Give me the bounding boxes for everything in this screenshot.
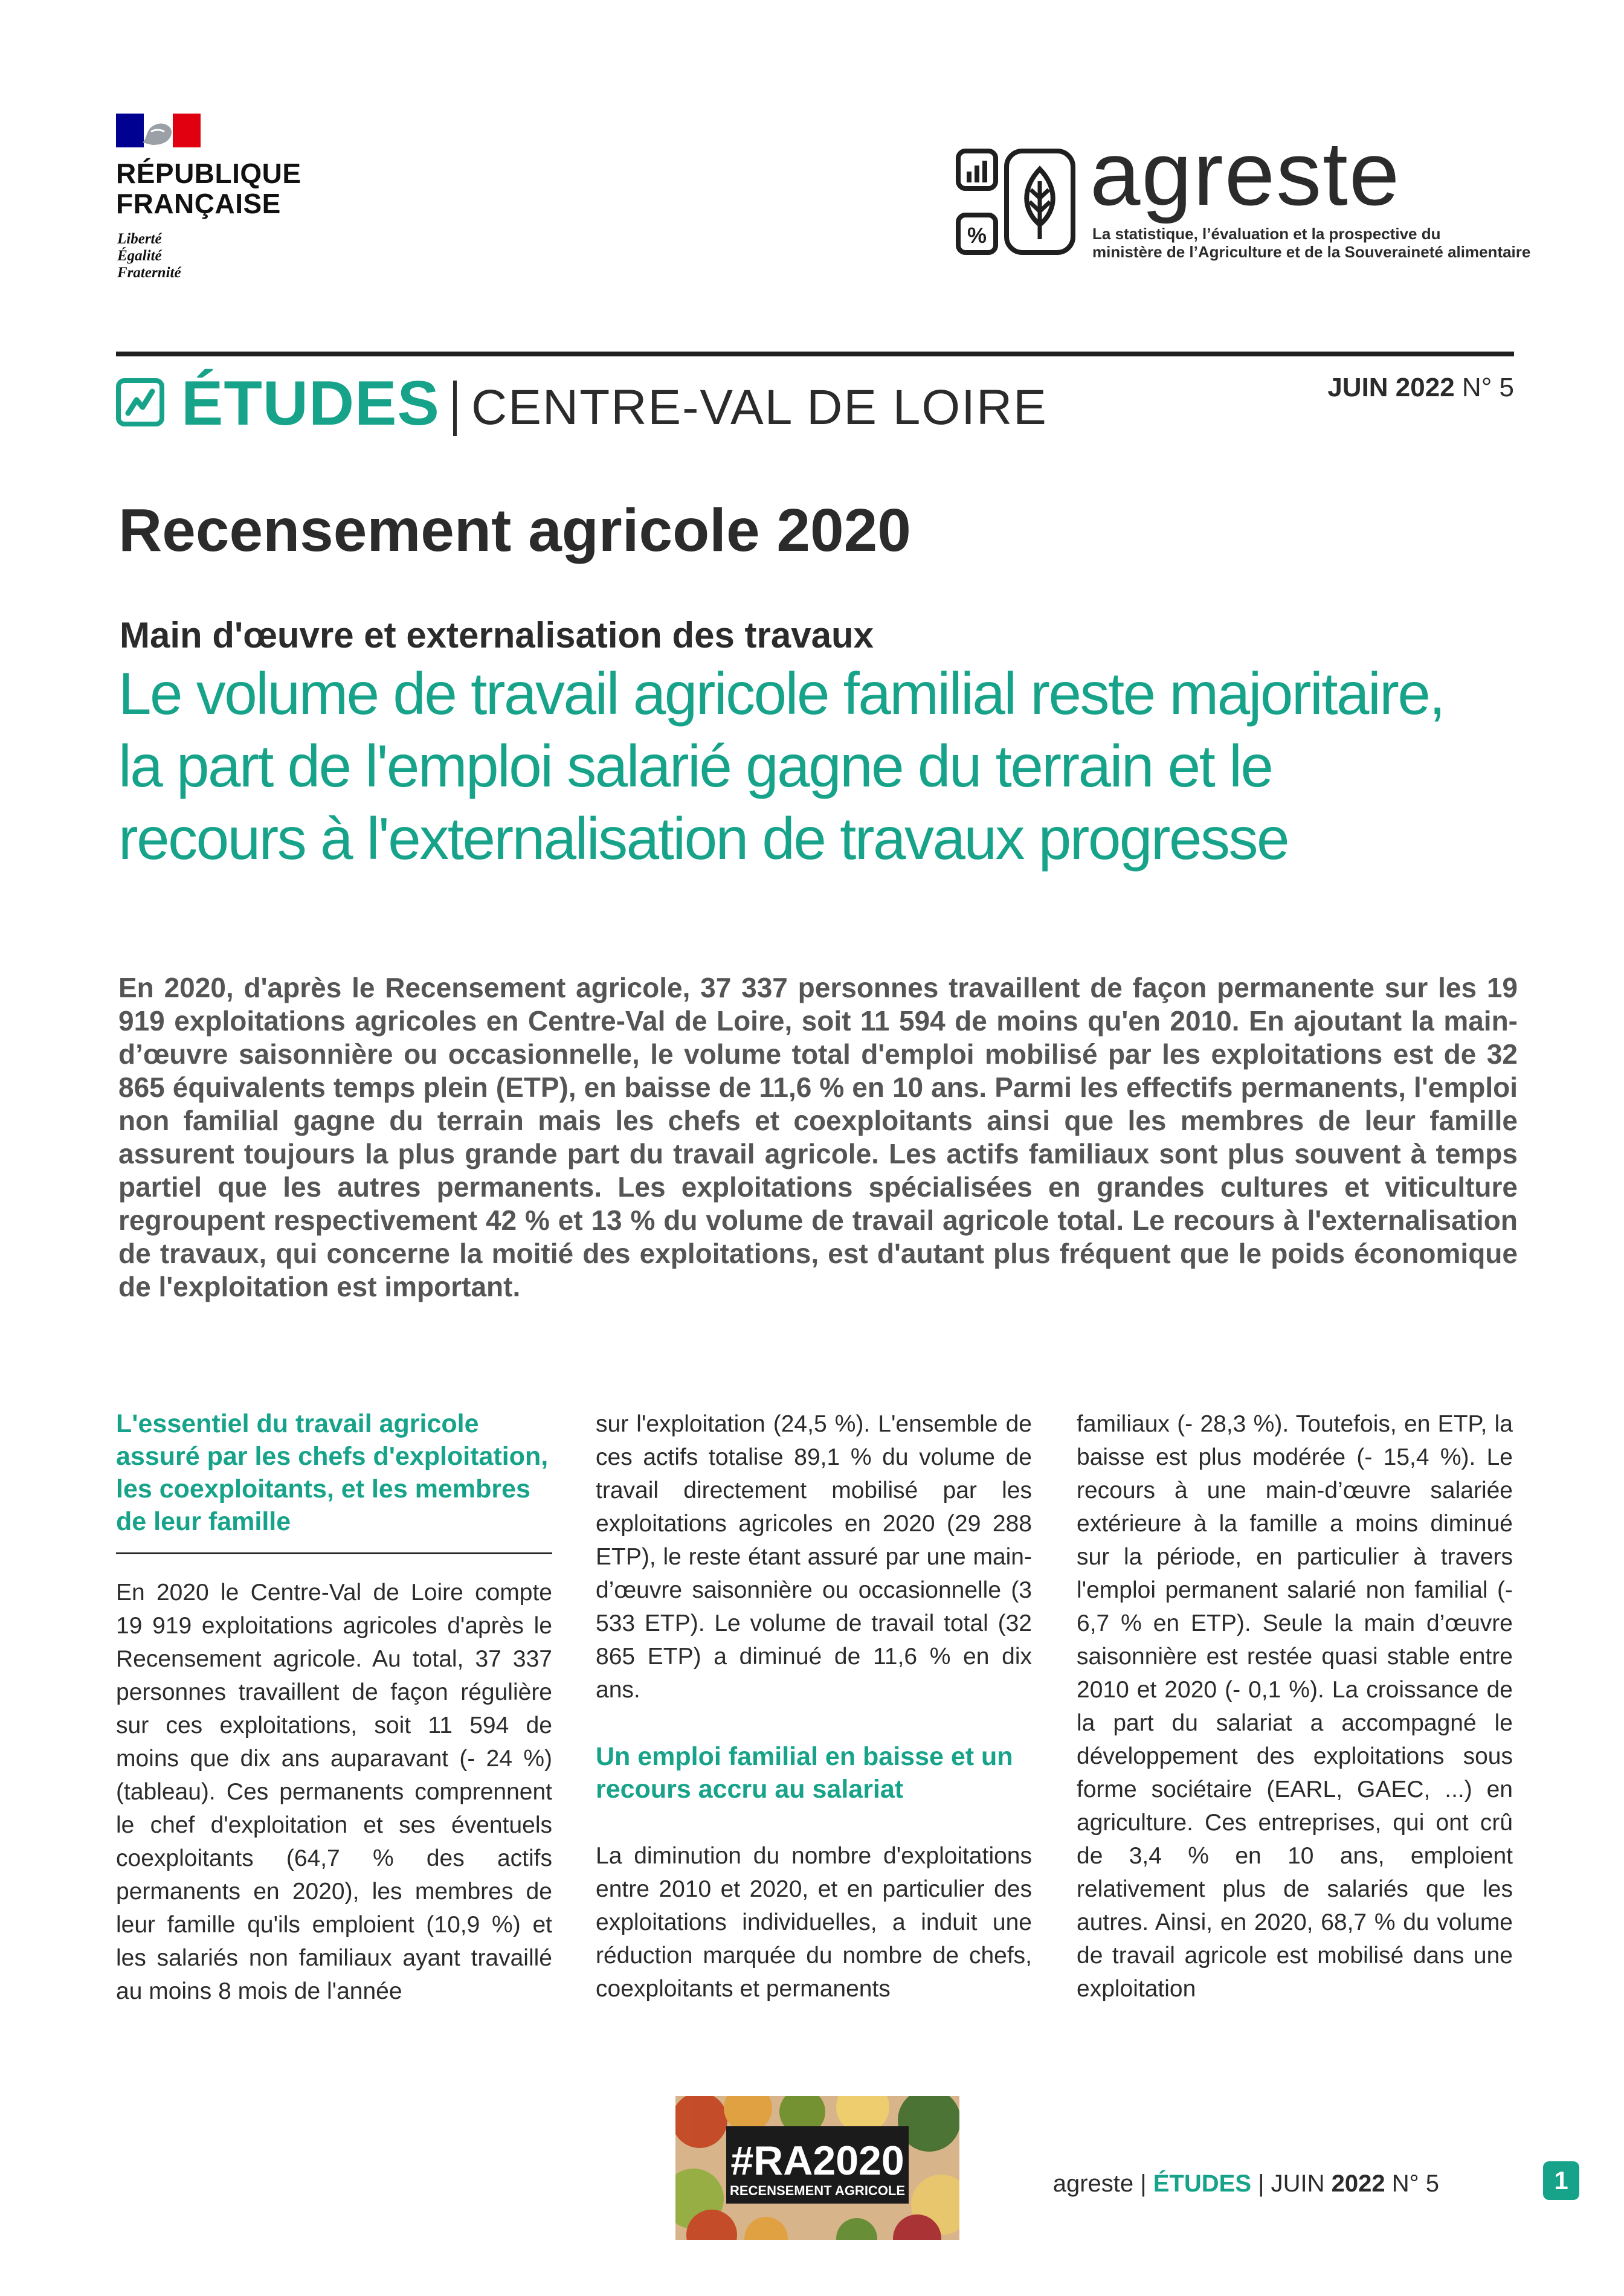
rf-name-line-1: RÉPUBLIQUE bbox=[116, 158, 301, 189]
page-footer: agreste | ÉTUDES | JUIN 2022 N° 5 bbox=[1052, 2170, 1439, 2197]
section-title-emploi-familial: Un emploi familial en baisse et un recours accru au salariat bbox=[596, 1742, 1013, 1804]
footer-brand: agreste bbox=[1052, 2170, 1134, 2197]
motto-egalite: Égalité bbox=[117, 248, 162, 264]
republique-francaise-name bbox=[116, 158, 301, 219]
agreste-tagline-line-2: ministère de l’Agriculture et de la Souveraineté alimentaire bbox=[1092, 243, 1531, 261]
series-region: CENTRE-VAL DE LOIRE bbox=[471, 380, 1048, 435]
page-number: 1 bbox=[1543, 2161, 1579, 2200]
issue-month-year: JUIN 2022 bbox=[1327, 373, 1455, 402]
badge-tag: #RA2020 bbox=[730, 2138, 904, 2184]
footer-number: N° 5 bbox=[1391, 2170, 1439, 2197]
headline-line-2: la part de l'emploi salarié gagne du terrain et le bbox=[118, 733, 1272, 799]
section-title-rule bbox=[116, 1552, 552, 1554]
headline bbox=[118, 657, 1538, 875]
series-separator bbox=[453, 381, 457, 436]
agreste-tagline-line-1: La statistique, l’évaluation et la prospective du bbox=[1092, 225, 1441, 243]
motto-fraternite: Fraternité bbox=[117, 265, 181, 281]
page-title: Recensement agricole 2020 bbox=[118, 497, 911, 564]
motto-liberte: Liberté bbox=[117, 231, 162, 247]
series-label: ÉTUDES bbox=[181, 368, 440, 439]
ra2020-badge bbox=[675, 2096, 959, 2240]
footer-year: 2022 bbox=[1331, 2170, 1385, 2197]
footer-series: ÉTUDES bbox=[1153, 2170, 1251, 2197]
badge-caption: RECENSEMENT AGRICOLE bbox=[729, 2183, 906, 2198]
body-paragraph: En 2020 le Centre-Val de Loire compte 19 919 exploitations agricoles d'après le Recensement agricole. Au total, 37 337 personnes travaillent de façon régulière sur ces exploitations, soit 11 594 de moins que dix ans auparavant (- 24 %) (tableau). Ces permanents comprennent le chef d'exploitation et ses éventuels coexploitants (64,7 % des actifs permanents en 2020), les membres de leur famille qu'ils emploient (10,9 %) et les salariés non familiaux ayant travaillé au moins 8 mois de l'année bbox=[116, 1580, 552, 2004]
footer-month: JUIN bbox=[1271, 2170, 1325, 2197]
rf-name-line-2: FRANÇAISE bbox=[116, 188, 281, 219]
section-title-essentiel: L'essentiel du travail agricole assuré par les chefs d'exploitation, les coexploitants, et les membres de leur famille bbox=[116, 1409, 549, 1536]
body-column-3 bbox=[1077, 1407, 1513, 2005]
headline-line-1: Le volume de travail agricole familial reste majoritaire, bbox=[118, 660, 1445, 727]
agreste-logo-icon bbox=[955, 147, 1094, 262]
svg-text:%: % bbox=[967, 223, 987, 248]
lead-paragraph: En 2020, d'après le Recensement agricole, 37 337 personnes travaillent de façon permanente sur les 19 919 exploitations agricoles en Centre-Val de Loire, soit 11 594 de moins qu'en 2010. En ajoutant la main-d’œuvre saisonnière ou occasionnelle, le volume total d'emploi mobilisé par les exploitations est de 32 865 équivalents temps plein (ETP), en baisse de 11,6 % en 10 ans. Parmi les effectifs permanents, l'emploi non familial gagne du terrain mais les chefs et coexploitants ainsi que les membres de leur famille assurent toujours la plus grande part du travail agricole. Les actifs familiaux sont plus souvent à temps partiel que les autres permanents. Les exploitations spécialisées en grandes cultures et viticulture regroupent respectivement 42 % et 13 % du volume de travail agricole total. Le recours à l'externalisation de travaux, qui concerne la moitié des exploitations, est d'autant plus fréquent que le poids économique de l'exploitation est important. bbox=[118, 972, 1518, 1302]
page-subtitle: Main d'œuvre et externalisation des travaux bbox=[120, 615, 874, 655]
marianne-logo-icon bbox=[116, 114, 201, 147]
body-paragraph: sur l'exploitation (24,5 %). L'ensemble de ces actifs totalise 89,1 % du volume de travail directement mobilisé par les exploitations agricoles en 2020 (29 288 ETP), le reste étant assuré par une main-d’œuvre saisonnière ou occasionnelle (3 533 ETP). Le volume de travail total (32 865 ETP) a diminué de 11,6 % en dix ans. bbox=[596, 1411, 1032, 1703]
issue-date bbox=[1327, 371, 1514, 405]
body-column-2 bbox=[596, 1407, 1032, 2005]
header-divider bbox=[116, 352, 1514, 356]
agreste-tagline bbox=[1092, 225, 1530, 261]
headline-line-3: recours à l'externalisation de travaux progresse bbox=[118, 805, 1288, 872]
etudes-chart-icon bbox=[116, 378, 164, 426]
agreste-wordmark: agreste bbox=[1090, 123, 1401, 224]
body-paragraph: familiaux (- 28,3 %). Toutefois, en ETP, la baisse est plus modérée (- 15,4 %). Le recours à une main-d’œuvre salariée extérieure à la famille a moins diminué sur la période, en particulier à travers l'emploi permanent salarié non familial (- 6,7 % en ETP). Seule la main d’œuvre saisonnière est restée quasi stable entre 2010 et 2020 (- 0,1 %). La croissance de la part du salariat a accompagné le développement des exploitations sous forme sociétaire (EARL, GAEC, ...) en agriculture. Ces entreprises, qui ont crû de 3,4 % en 10 ans, emploient relativement plus de salariés que les autres. Ainsi, en 2020, 68,7 % du volume de travail agricole est mobilisé dans une exploitation bbox=[1077, 1411, 1513, 2002]
body-paragraph: La diminution du nombre d'exploitations entre 2010 et 2020, et en particulier des exploitations individuelles, a induit une réduction marquée du nombre de chefs, coexploitants et permanents bbox=[596, 1843, 1032, 2002]
body-column-1 bbox=[116, 1407, 552, 2008]
republique-motto bbox=[117, 231, 181, 281]
issue-number: N° 5 bbox=[1461, 373, 1514, 402]
